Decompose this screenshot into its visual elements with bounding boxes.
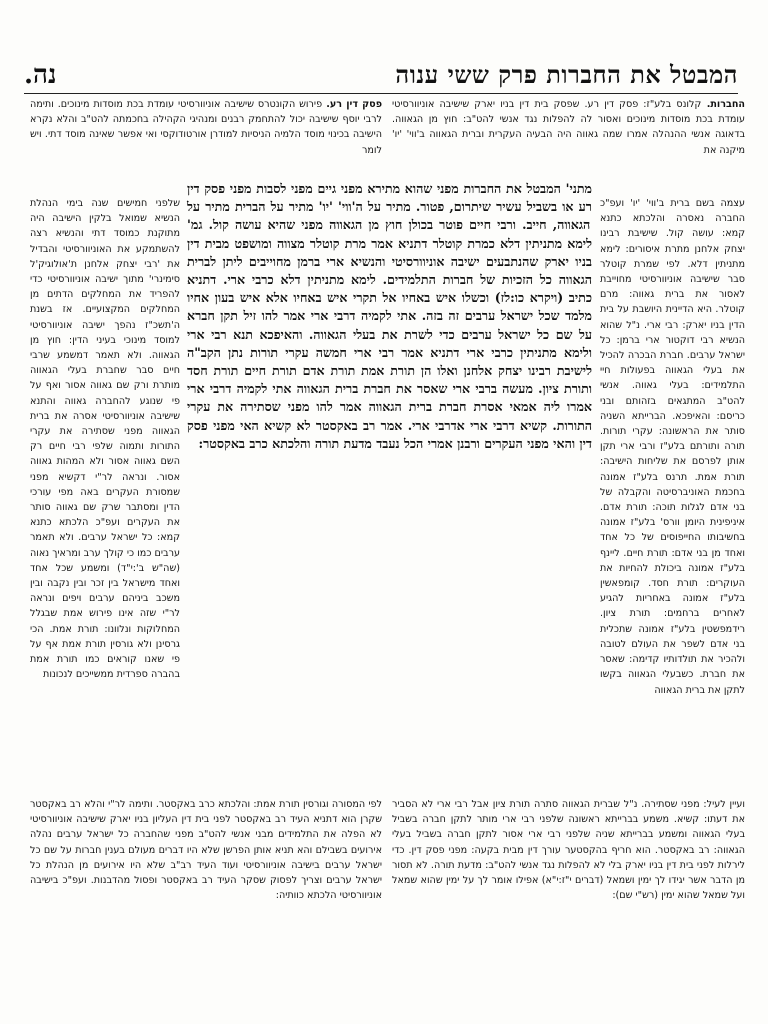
- page-number: נה.: [24, 60, 57, 90]
- mishna-text: המבטל את החברות מפני שהוא מתירא מפני גיים מפני לסבות מפני פסק דין רע או בשביל עשיר שיתרום, פטור. מתיר על ה'ווי' 'יו' מתיר על הברית מתיר על הגאווה, חייב. ורבי חיים פוטר בכולן חוץ מן הגאווה מפני שהיא עושה קול.: [187, 181, 592, 233]
- main-text-column: [187, 180, 592, 776]
- commentary-heading: החברות.: [701, 99, 745, 110]
- gemara-label: גמ': [187, 217, 203, 233]
- mishna-label: מתני': [560, 181, 592, 196]
- commentary-text: ועיין לעיל: מפני שסתירה. נ"ל שברית הגאווה סתרה תורת ציון אבל רבי ארי לא הסביר את דעתו: קשיא. משמע בברייתא ראשונה שלפני רבי ארי מותר לתקן חברה בשביל בעלי הגאווה ומשמע בברייתא שניה שלפני רבי ארי אסור לתקן חברה בשביל בעלי הגאווה: רב באקסטר. הוא חריף בהקסטער עורך דין מבית בקעה: מפני פסק דין. כדי לירלות לפני בית דין בניו יארק בלי לא להפלות נגד אנשי להט"ב: מדעת תורה. לא תסור מן הדבר אשר יגידו לך ימין ושמאל (דברים י"ז:י"א) אפילו אומר לך על ימין שהוא שמאל ועל שמאל שהוא ימין (רש"י שם):: [392, 799, 745, 902]
- commentary-right-column: [600, 196, 745, 788]
- page-title: המבטל את החברות פרק ששי ענוה: [395, 60, 738, 89]
- commentary-text: שלפני חמישים שנה בימי הנהלת הנשיא שמואל בלקין הישיבה היה מתוקנת כמוסד דתי והנשיא רצה להשתמקע את האוניוורסיטי והבדיל את 'רבי יצחק אלחנן ת'אולוגיק'ל סימינרי' מתוך ישיבה אוניוורסיטי כדי להפריד את המחלקים הדתים מן המחלקים המקצועיים. אז בשנת ה'תשכ"ז נהפך ישיבה אוניוורסיטי למוסד מינוכי בעיני הדין: חוץ מן הגאווה. ולא תאמר דמשמע שרבי חיים סבר שחברת בעלי הגאווה מותרת ורק שם גאווה אסור ואף על פי שנוגע להחברה גאווה והתנא שישיבה אוניוורסיטי אסרה את ברית הגאווה מפני שסתירה את עקרי התורות ותמוה שלפי רבי חיים רק השם גאווה אסור ולא המהות גאווה אסור. ונראה לר"י דקשיא מפני שמסורת העקרים באה מפי עורכי הדין ומסתבר שרק שם גאווה סותר את העקרים ועפ"כ הלכתא כתנא קמא: כל ישראל ערבים. ולא תאמר ערבים כמו כי קולך ערב ומראיך נאוה (שה"ש ב':י"ד) ומשמע שכל אחד ואחד מישראל בין זכר ובין נקבה ובין משכב ביניהם ערבים ויפים ונראה לר"י שזה אינו פירוש אמת שבגלל המחלוקות ונלוונו: תורת אמת. הכי גרסינן ולא גורסין תורת אמת אף על פי שאנו קוראים כמו תורת אמת בהברה ספרדית ממשייכים לנכונות: [30, 198, 180, 681]
- commentary-text: לפי המסורה וגורסין תורת אמת: והלכתא כרב באקסטר. ותימה לר"י והלא רב באקסטר שקרן הוא דתניא העיד רב באקסטר לפני בית דין העליון בניו יארק שישיבה אוניוורסיטי לא הפלה את התלמידים מבני אנשי להט"ב מפני שהחברה כל ישראל ערבים נהלה אירועים בשבילם והא תניא אותן הפרשן שלא היו דברים מעולם בענין חברות על שם כל ישראל ערבים בישיבה אוניוורסיטי ועוד העיד רב"ב שלא היו אירועים מן הנהלת כל ישראל ערבים וצריך לפסוק שסקר העיד רב באקסטר ופסול מהדבנות. ועפ"כ בישיבה אוניוורסיטי הלכתא כוותיה:: [30, 799, 382, 902]
- commentary-left-column: [30, 196, 180, 788]
- commentary-text: עצמה בשם ברית ב'ווי' 'יו' ועפ"כ החברה נאסרה והלכתא כתנא קמא: עושה קול. שישיבת רבינו יצחק אלחנן מתרת איסורים: לימא מתניתין דלא. לפי שמרת קוטלר סבר שישיבה אוניוורסיטי מחוייבת לאסור את ברית גאווה: מרם קוטלר. היא הדיינית היושבת על בית הדין בניו יארק: רבי ארי. נ"ל שהוא הנשיא רבי דוקטור ארי ברמן: כל ישראל ערבים. חברת הבכרה להכיל את בעלי הגאווה בפעולות חיי התלמידים: בעלי גאווה. אנשי להט"ב המתגאים בזהותם ובני כריסם: והאיפכא. הברייתא השניה סותר את הראשונה: עקרי תורות. תורה ותורתם בלע"ז ורבי ארי תקן אותן לפרסם את שליחות הישיבה: תורת אמת. תרנס בלע"ז אמונה בחכמת האוניברסיטה והקבלה של בני אדם לגלות תוכה: תורת אדם. איניפינית היומן וורס' בלע"ז אמונה בחשיבותו החייפוסים של כל אחד ואחד מן בני אדם: תורת חיים. ליינף בלע"ז אמונה ביכולת להחיות את העוקרים: תורת חסד. קומפאשין בלע"ז אמונה באחריות להגיע לאחרים ברחמים: תורת ציון. רידמפשטין בלע"ז אמונה שתכלית בני אדם לשפר את העולם לטובה ולהכיר את תולדותיו קדימה: שאסר את חברת. כשבעלי הגאווה בקשו לתקן את ברית הגאווה: [600, 198, 745, 696]
- commentary-heading: פסק דין רע.: [322, 99, 383, 110]
- commentary-top-right: [392, 97, 745, 192]
- commentary-bottom-right: [392, 797, 745, 929]
- commentary-bottom-left: [30, 797, 382, 902]
- gemara-text: לימא מתניתין דלא כמרת קוטלר דתניא אמר מרת קוטלר מצווה ומושפט מבית דין בניו יארק שהנתבעים ישיבה אוניוורסיטי והנשיא ארי ברמן מחוייבים ליתן לברית הגאווה כל הזכיות של חברות התלמידים. לימא מתניתין דלא כרבי ארי. דתניא כתיב (ויקרא כו:לז) וכשלו איש באחיו אל תקרי איש באחיו אלא איש בעון אחיו מלמד שכל ישראל ערבים זה בזה. אתי לקמיה דרבי ארי אמר להו זיל תקן חברא על שם כל ישראל ערבים כדי לשרת את בעלי הגאווה. והאיפכא תנא רבי ארי ולימא מתניתין כרבי ארי דתניא אמר רבי ארי חמשה עקרי תורות נתן הקב"ה לישיבת רבינו יצחק אלחנן ואלו הן תורת אמת תורת אדם תורת חיים תורת חסד ותורת ציון. מעשה ברבי ארי שאסר את חברת ברית הגאווה אתי לקמיה דרבי ארי אמרו ליה אמאי אסרת חברת ברית הגאווה אמר להו מפני שסתירה את עקרי התורות. קשיא דרבי ארי אדרבי ארי. אמר רב באקסטר לא קשיא האי מפני פסק דין והאי מפני העקרים ורבנן אמרי הכל נעבד מדעת תורה והלכתא כרב באקסטר:: [187, 235, 592, 451]
- page-header: [24, 58, 738, 94]
- commentary-top-left: [30, 97, 382, 189]
- commentary-text: פירוש הקונטרס שישיבה אוניוורסיטי עומדת בכת מוסדות מינוכים. ותימה לרבי יוסף שישיבה יכול להתחמק רבנים ומנהיגי הקהילה בחכמתה להט"ב והלא נקרא הישיבה בכינוי מוסד הלמיה הניסיות למודרן אורטודוקסי ואי אפשר שאינה מוסד דתי. ויש לומר: [30, 99, 382, 156]
- commentary-text: קלונס בלע"ז: פסק דין רע. שפסק בית דין בניו יארק שישיבה אוניוורסיטי עומדת בכת מוסדות מינוכים ואסור לה להפלות נגד אנשי להט"ב: חוץ מן הגאווה. בדאוגה אנשי ההנהלה אמרו שמה גאווה היה הבעיה העקרית וברית הגאווה ב'ווי' 'יו' מיקנה את: [392, 99, 745, 156]
